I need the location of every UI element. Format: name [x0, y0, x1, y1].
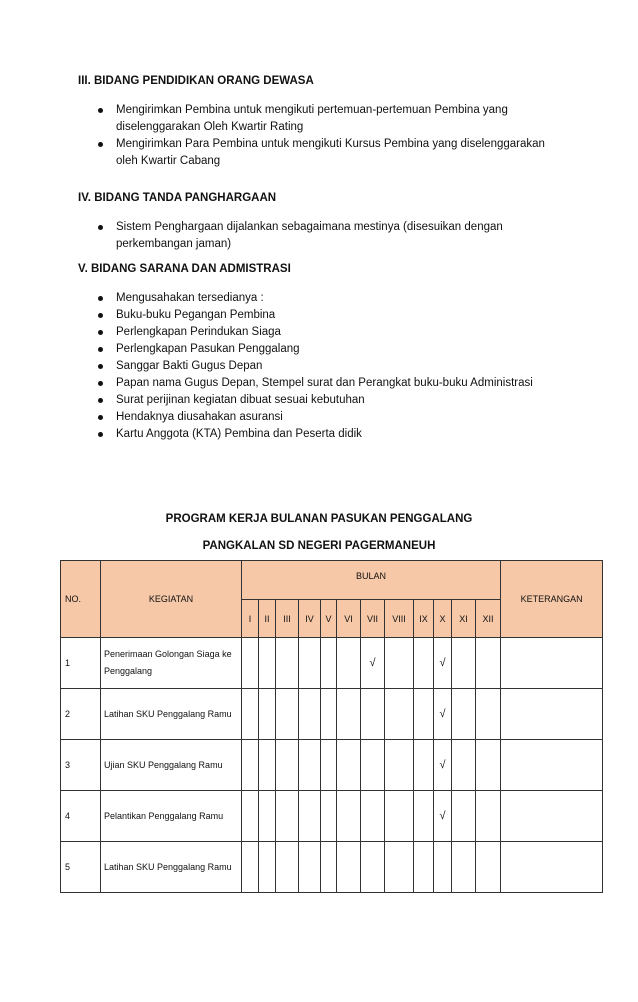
- list-item: Sistem Penghargaan dijalankan sebagaimana mestinya (disesuikan dengan perkembangan jaman): [78, 219, 548, 253]
- table-row: [61, 689, 603, 740]
- month-cell: [337, 791, 361, 842]
- check-mark: √: [434, 689, 452, 740]
- month-cell: [321, 689, 337, 740]
- row-keterangan: [501, 740, 603, 791]
- month-cell: [361, 689, 385, 740]
- bullet-icon: [98, 225, 103, 230]
- month-cell: [385, 791, 414, 842]
- row-kegiatan: Penerimaan Golongan Siaga ke Penggalang: [101, 638, 242, 689]
- list-sarana: [78, 290, 548, 443]
- month-header: VIII: [385, 600, 414, 638]
- month-cell: [414, 638, 434, 689]
- list-item: Papan nama Gugus Depan, Stempel surat dan Perangkat buku-buku Administrasi: [78, 375, 548, 392]
- month-cell: [361, 791, 385, 842]
- month-cell: [259, 689, 276, 740]
- check-mark: √: [434, 791, 452, 842]
- row-number: 2: [61, 689, 101, 740]
- list-item: Mengirimkan Para Pembina untuk mengikuti Kursus Pembina yang diselenggarakan oleh Kwartir Cabang: [78, 136, 548, 170]
- row-kegiatan: Latihan SKU Penggalang Ramu: [101, 689, 242, 740]
- month-cell: [385, 740, 414, 791]
- month-cell: [385, 842, 414, 893]
- section-title-penghargaan: IV. BIDANG TANDA PANGHARGAAN: [78, 192, 277, 204]
- month-cell: [337, 842, 361, 893]
- month-cell: [299, 791, 321, 842]
- row-kegiatan: Pelantikan Penggalang Ramu: [101, 791, 242, 842]
- row-number: 4: [61, 791, 101, 842]
- bullet-icon: [98, 142, 103, 147]
- month-header: III: [276, 600, 299, 638]
- list-item: Buku-buku Pegangan Pembina: [78, 307, 548, 324]
- check-mark: √: [361, 638, 385, 689]
- month-cell: [452, 791, 476, 842]
- section-title-pendidikan: III. BIDANG PENDIDIKAN ORANG DEWASA: [78, 75, 314, 87]
- month-cell: [452, 638, 476, 689]
- program-table: [60, 560, 603, 893]
- month-cell: [452, 740, 476, 791]
- month-cell: [242, 740, 259, 791]
- month-header: VII: [361, 600, 385, 638]
- month-cell: [276, 740, 299, 791]
- month-cell: [259, 791, 276, 842]
- list-item: Sanggar Bakti Gugus Depan: [78, 358, 548, 375]
- row-number: 3: [61, 740, 101, 791]
- month-cell: [414, 689, 434, 740]
- month-cell: [299, 740, 321, 791]
- bullet-icon: [98, 432, 103, 437]
- program-subtitle: PANGKALAN SD NEGERI PAGERMANEUH: [202, 540, 436, 552]
- month-cell: [414, 740, 434, 791]
- month-cell: [321, 842, 337, 893]
- row-keterangan: [501, 791, 603, 842]
- month-cell: [242, 842, 259, 893]
- month-cell: [321, 740, 337, 791]
- list-item: Mengirimkan Pembina untuk mengikuti pertemuan-pertemuan Pembina yang diselenggarakan Oleh Kwartir Rating: [78, 102, 548, 136]
- month-cell: [299, 689, 321, 740]
- bullet-icon: [98, 364, 103, 369]
- bullet-icon: [98, 347, 103, 352]
- section-title-sarana: V. BIDANG SARANA DAN ADMISTRASI: [78, 263, 291, 275]
- bullet-icon: [98, 108, 103, 113]
- month-cell: [476, 842, 501, 893]
- month-cell: [452, 689, 476, 740]
- month-cell: [385, 689, 414, 740]
- month-cell: [259, 740, 276, 791]
- table-row: [61, 791, 603, 842]
- bullet-icon: [98, 415, 103, 420]
- check-mark: √: [434, 638, 452, 689]
- row-keterangan: [501, 638, 603, 689]
- month-cell: [476, 740, 501, 791]
- table-row: [61, 638, 603, 689]
- section-pendidikan: [78, 75, 548, 170]
- month-cell: [452, 842, 476, 893]
- bullet-icon: [98, 398, 103, 403]
- header-no: NO.: [61, 561, 101, 638]
- list-penghargaan: [78, 219, 548, 253]
- list-item: Surat perijinan kegiatan dibuat sesuai kebutuhan: [78, 392, 548, 409]
- month-cell: [414, 791, 434, 842]
- row-kegiatan: Latihan SKU Penggalang Ramu: [101, 842, 242, 893]
- bullet-icon: [98, 296, 103, 301]
- check-mark: √: [434, 740, 452, 791]
- list-item: Mengusahakan tersedianya :: [78, 290, 548, 307]
- month-cell: [242, 791, 259, 842]
- list-item: Hendaknya diusahakan asuransi: [78, 409, 548, 426]
- month-cell: [337, 638, 361, 689]
- month-cell: [276, 689, 299, 740]
- row-kegiatan: Ujian SKU Penggalang Ramu: [101, 740, 242, 791]
- month-cell: [361, 740, 385, 791]
- month-cell: [434, 842, 452, 893]
- month-header: XII: [476, 600, 501, 638]
- month-cell: [299, 842, 321, 893]
- month-cell: [321, 791, 337, 842]
- month-header: IV: [299, 600, 321, 638]
- row-keterangan: [501, 689, 603, 740]
- month-cell: [242, 689, 259, 740]
- month-header: X: [434, 600, 452, 638]
- month-cell: [476, 791, 501, 842]
- month-cell: [276, 842, 299, 893]
- month-header: VI: [337, 600, 361, 638]
- table-row: [61, 740, 603, 791]
- month-cell: [337, 689, 361, 740]
- row-number: 5: [61, 842, 101, 893]
- month-cell: [476, 638, 501, 689]
- month-cell: [321, 638, 337, 689]
- month-cell: [385, 638, 414, 689]
- bullet-icon: [98, 313, 103, 318]
- list-item: Perlengkapan Perindukan Siaga: [78, 324, 548, 341]
- header-kegiatan: KEGIATAN: [101, 561, 242, 638]
- month-cell: [276, 638, 299, 689]
- list-item: Perlengkapan Pasukan Penggalang: [78, 341, 548, 358]
- month-cell: [259, 842, 276, 893]
- month-cell: [299, 638, 321, 689]
- section-penghargaan: [78, 192, 548, 253]
- month-cell: [259, 638, 276, 689]
- header-bulan: BULAN: [242, 561, 501, 600]
- month-cell: [361, 842, 385, 893]
- bullet-icon: [98, 330, 103, 335]
- month-header: XI: [452, 600, 476, 638]
- month-header: I: [242, 600, 259, 638]
- header-keterangan: KETERANGAN: [501, 561, 603, 638]
- month-header: II: [259, 600, 276, 638]
- month-header: IX: [414, 600, 434, 638]
- month-cell: [476, 689, 501, 740]
- list-pendidikan: [78, 102, 548, 170]
- bullet-icon: [98, 381, 103, 386]
- month-cell: [242, 638, 259, 689]
- list-item: Kartu Anggota (KTA) Pembina dan Peserta didik: [78, 426, 548, 443]
- program-title: PROGRAM KERJA BULANAN PASUKAN PENGGALANG: [165, 513, 473, 525]
- section-sarana: [78, 263, 548, 443]
- month-cell: [414, 842, 434, 893]
- month-header: V: [321, 600, 337, 638]
- month-cell: [337, 740, 361, 791]
- month-cell: [276, 791, 299, 842]
- row-number: 1: [61, 638, 101, 689]
- table-row: [61, 842, 603, 893]
- row-keterangan: [501, 842, 603, 893]
